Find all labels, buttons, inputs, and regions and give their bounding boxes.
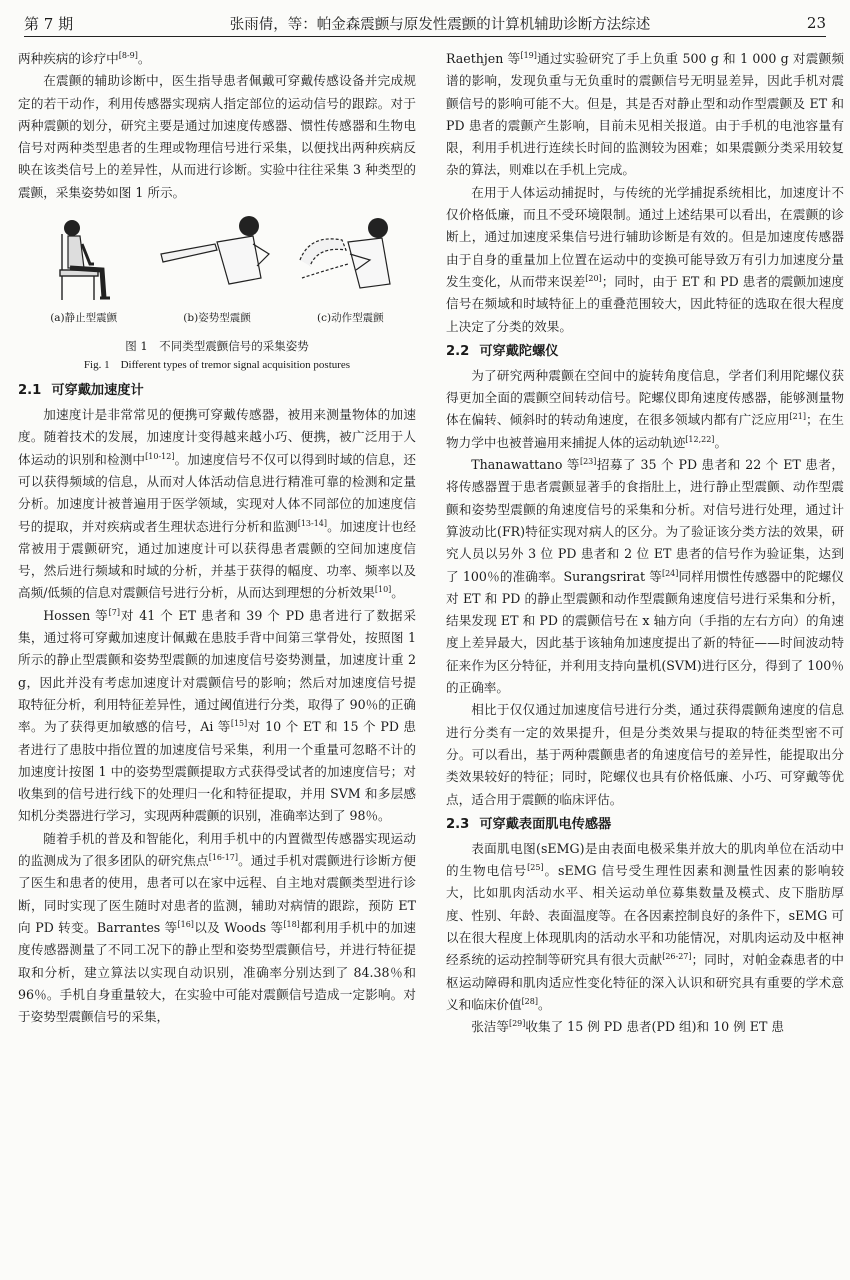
paragraph: 在震颤的辅助诊断中，医生指导患者佩戴可穿戴传感设备并完成规定的若干动作，利用传感器实现病人指定部位的运动信号的跟踪。对于两种震颤的划分，研究主要是通过加速度传感器、惯性传感器和生物电信号对两种类型患者的生理或物理信号进行采集，以便找出两种疾病反映在该类信号上的差异性，从而进行诊断。实验中往往采集 3 种类型的震颤，采集姿势如图 1 所示。 (18, 73, 416, 200)
section-heading-2-3: 2.3 可穿戴表面肌电传感器 (446, 816, 612, 832)
figure-panel-c (285, 214, 416, 332)
section-heading-2-1: 2.1 可穿戴加速度计 (18, 383, 144, 399)
postural-tremor-illustration (157, 214, 277, 306)
paragraph: 随着手机的普及和智能化，利用手机中的内置微型传感器实现运动的监测成为了很多团队的研究焦点[16-17]。通过手机对震颤进行诊断方便了医生和患者的使用，患者可以在家中远程、自主地对震颤类型进行诊断，同时实现了医生随时对患者的监测，辅助对病情的跟踪，预防 ET 向 PD 转变。Barrantes 等[16]以及 Woods 等[18]都利用手机中的加速度传感器测量了不同工况下的静止型和姿势型震颤信号，并进行特征提取和分析，建立算法以实现自动识别，准确率分别达到了 84.38％和 96％。手机自身重量较大，在实验中可能对震颤信号造成一定影响。对于姿势型震颤信号的采集， (18, 830, 417, 1025)
figure-caption-english: Fig. 1 Different types of tremor signal acquisition postures (83, 359, 351, 372)
page-number: 23 (806, 14, 826, 32)
running-title: 张雨倩，等：帕金森震颤与原发性震颤的计算机辅助诊断方法综述 (229, 16, 651, 33)
paragraph: 张洁等[29]收集了 15 例 PD 患者(PD 组)和 10 例 ET 患 (471, 1018, 784, 1035)
figure-1 (18, 214, 416, 374)
paragraph: 为了研究两种震颤在空间中的旋转角度信息，学者们利用陀螺仪获得更加全面的震颤空间转动信号。陀螺仪即角速度传感器，能够测量物体在偏转、倾斜时的转动角速度，在很多领域内都有广泛应用[21]；在生物力学中也被普遍用来捕捉人体的运动轨迹[12,22]。 (446, 367, 845, 450)
subcaption-a: (a)静止型震颤 (50, 312, 118, 325)
paragraph: 在用于人体运动捕捉时，与传统的光学捕捉系统相比，加速度计不仅价格低廉，而且不受环境限制。通过上述结果可以看出，在震颤的诊断上，通过加速度采集信号进行辅助诊断是有效的。但是加速度传感器由于自身的重量加上位置在运动中的变换可能导致万有引力加速度分量发生变化，从而带来误差[20]；同时，由于 ET 和 PD 患者的震颤加速度信号在频域和时域特征上的重叠范围较大，因此特征的选取在很大程度上决定了分类的效果。 (446, 184, 844, 334)
paragraph: 两种疾病的诊疗中[8-9]。 (18, 50, 151, 66)
resting-tremor-illustration (24, 214, 144, 306)
issue-number: 第 7 期 (24, 14, 74, 33)
paragraph: Hossen 等[7]对 41 个 ET 患者和 39 个 PD 患者进行了数据采集，通过将可穿戴加速度计佩戴在患肢手背中间第三掌骨处，按照图 1 所示的静止型震颤和姿势型震颤的加速度信号姿势测量，加速度计重 2 g，因此并没有考虑加速度计对震颤信号的影响；然后对加速度信号提取特征分析，利用特征差异性，通过阈值进行分类，取得了 90％的正确率。为了获得更加敏感的信号，Ai 等[15]对 10 个 ET 和 15 个 PD 患者进行了患肢中指位置的加速度信号采集，利用一个重量可忽略不计的加速度计按图 1 中的姿势型震颤提取方式获得受试者的加速度信号；对收集到的信号进行线下的处理归一化和特征提取，并用 SVM 和多层感知机分类器进行学习，实现两种震颤的识别，准确率达到了 98％。 (18, 607, 417, 824)
figure-panel-a (18, 214, 149, 332)
paragraph: Raethjen 等[19]通过实验研究了手上负重 500 g 和 1 000 g 对震颤频谱的影响，发现负重与无负重时的震颤信号无明显差异，因此手机对震颤信号的影响可能不大。但是，其是否对静止型和动作型震颤及 ET 和 PD 患者的震颤产生影响，目前未见相关报道。由于手机的电池容量有限，利用手机进行连续长时间的监测较为困难；如果震颤分类采用较复杂的算法，则难以在手机上完成。 (446, 50, 844, 178)
section-heading-2-2: 2.2 可穿戴陀螺仪 (446, 343, 559, 359)
figure-caption: 图 1 不同类型震颤信号的采集姿势 (125, 339, 309, 354)
paragraph: 相比于仅仅通过加速度信号进行分类，通过获得震颤角速度的信息进行分类有一定的效果提升，但是分类效果与提取的特征类型密不可分。可以看出，基于两种震颤患者的角速度信号的差异性，能提取出分类效果较好的特征；同时，陀螺仪也具有价格低廉、小巧、可穿戴等优点，适合用于震颤的临床评估。 (446, 702, 844, 807)
figure-panel-b (151, 214, 282, 332)
paragraph: 加速度计是非常常见的便携可穿戴传感器，被用来测量物体的加速度。随着技术的发展，加速度计变得越来越小巧、便携，被广泛用于人体运动的识别和检测中[10-12]。加速度信号不仅可以得到时域的信息，还可以获得频域的信息，从而对人体活动信息进行精准可靠的检测和定量分析。加速度计被普遍用于医学领域，实现对人体不同部位的加速度信号的提取，并对疾病或者生理状态进行分析和监测[13-14]。加速度计也经常被用于震颤研究，通过加速度计可以获得患者震颤的空间加速度信号，然后进行频域和时域的分析，并基于获得的幅度、功率、频率以及高频/低频的信息对震颤信号进行分析，从而达到理想的分析效果[10]。 (18, 407, 417, 601)
running-header (24, 10, 826, 37)
right-column (446, 48, 844, 1038)
action-tremor-illustration (290, 214, 410, 306)
subcaption-c: (c)动作型震颤 (317, 312, 384, 325)
paragraph: 表面肌电图(sEMG)是由表面电极采集并放大的肌肉单位在活动中的生物电信号[25]。sEMG 信号受生理性因素和测量性因素的影响较大，比如肌肉活动水平、相关运动单位募集数量及模式、皮下脂肪厚度、性别、年龄、表面温度等。在各因素控制良好的条件下，sEMG 可以在很大程度上体现肌肉的活动水平和功能情况，对肌肉运动及中枢神经系统的运动控制等研究具有很大贡献[26-27]；同时，对帕金森患者的中枢运动障碍和肌肉适应性变化特征的深入认识和研究具有重要的学术意义和临床价值[28]。 (446, 840, 845, 1012)
subcaption-b: (b)姿势型震颤 (183, 312, 251, 325)
left-column (18, 48, 416, 1028)
paragraph: Thanawattano 等[23]招募了 35 个 PD 患者和 22 个 ET 患者，将传感器置于患者震颤显著手的食指肚上，进行静止型震颤、动作型震颤和姿势型震颤的角速度信号的采集和分析。对信号进行处理，通过计算波动比(FR)特征实现对病人的区分。为了验证该分类方法的效果，研究人员以另外 3 位 PD 患者和 2 位 ET 患者的信号作为验证集，达到了 100％的准确率。Surangsrirat 等[24]同样用惯性传感器中的陀螺仪对 ET 和 PD 的静止型震颤和动作型震颤角速度信号进行采集和分析，结果发现 ET 和 PD 的震颤信号在 x 轴方向（手指的左右方向）的角速度上差异最大，因此基于该轴角加速度提出了新的特征——时间波动特征来作为区分特征，并利用支持向量机(SVM)进行区分，得到了 100％的正确率。 (446, 456, 844, 696)
